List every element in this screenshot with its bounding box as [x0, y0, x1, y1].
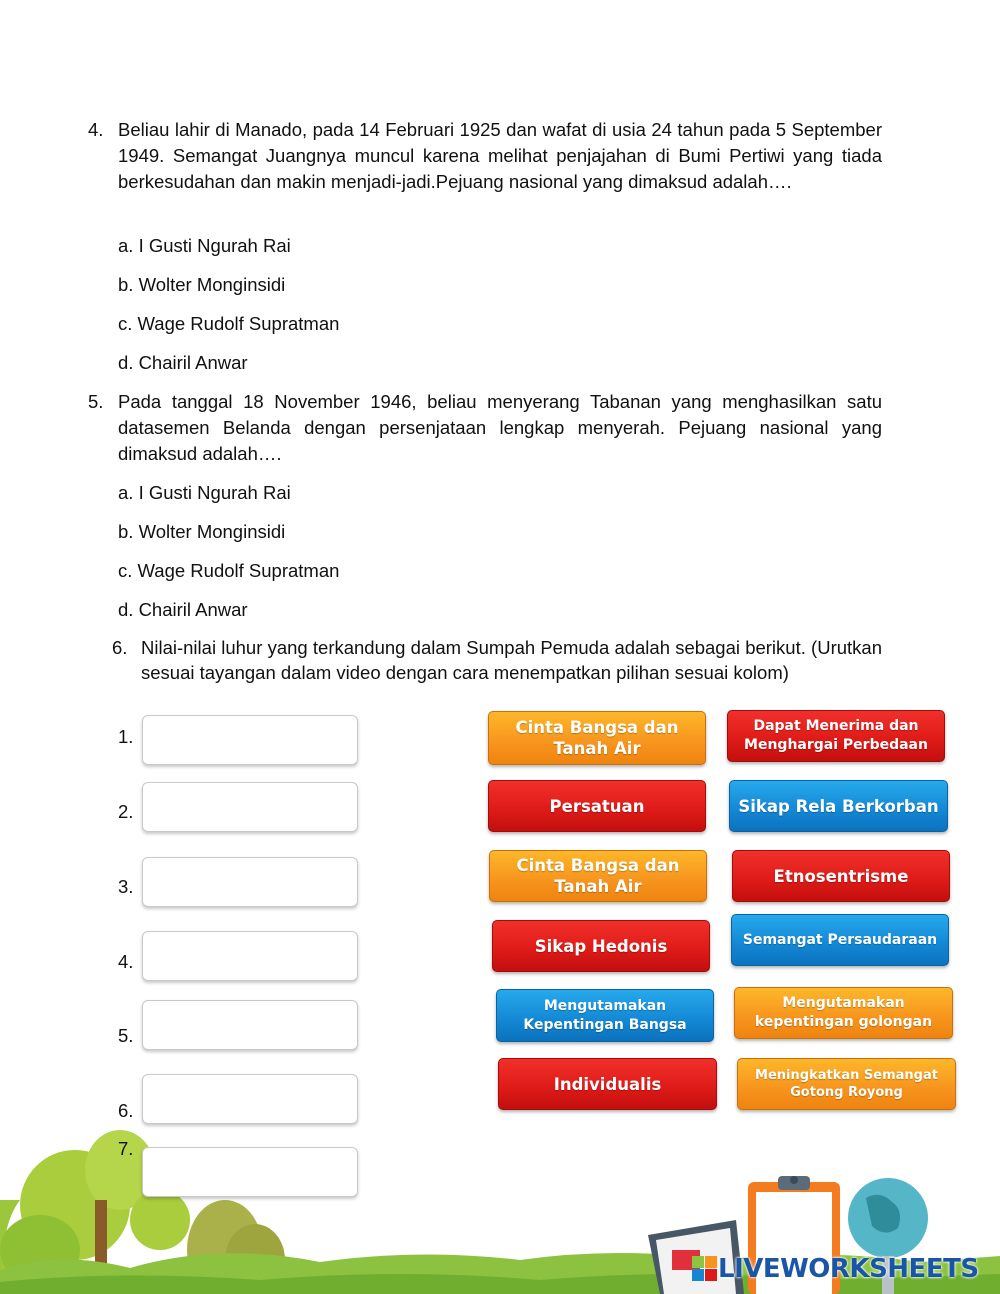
question-number: 5. [88, 391, 104, 412]
question-text: Nilai-nilai luhur yang terkandung dalam Sumpah Pemuda adalah sebagai berikut. (Urutkan sesuai tayangan dalam video dengan cara menempatkan pilihan sesuai kolom) [141, 637, 882, 683]
question-number: 4. [88, 119, 104, 140]
slot-label-7: 7. [118, 1138, 134, 1159]
choice-kepentingan-bangsa[interactable]: Mengutamakan Kepentingan Bangsa [496, 989, 714, 1042]
slot-label-1: 1. [118, 726, 134, 747]
choice-persatuan[interactable]: Persatuan [488, 780, 706, 832]
answer-slot-5[interactable] [142, 1000, 358, 1050]
question-number: 6. [112, 637, 128, 658]
slot-label-6: 6. [118, 1100, 134, 1121]
answer-slot-1[interactable] [142, 715, 358, 765]
choice-semangat-persaudaraan[interactable]: Semangat Persaudaraan [731, 914, 949, 966]
choice-menerima-perbedaan[interactable]: Dapat Menerima dan Menghargai Perbedaan [727, 710, 945, 762]
question-6 [112, 636, 882, 685]
logo-text: LIVEWORKSHEETS [718, 1254, 979, 1284]
option-b: b. Wolter Monginsidi [118, 521, 286, 542]
option-b: b. Wolter Monginsidi [118, 274, 286, 295]
slot-label-2: 2. [118, 801, 134, 822]
answer-slot-7[interactable] [142, 1147, 358, 1197]
slot-label-4: 4. [118, 951, 134, 972]
question-text: Pada tanggal 18 November 1946, beliau menyerang Tabanan yang menghasilkan satu datasemen Belanda dengan persenjataan lengkap menyerah. Pejuang nasional yang dimaksud adalah…. [118, 391, 882, 464]
slot-label-5: 5. [118, 1025, 134, 1046]
answer-slot-3[interactable] [142, 857, 358, 907]
option-c: c. Wage Rudolf Supratman [118, 560, 340, 581]
answer-slot-6[interactable] [142, 1074, 358, 1124]
choice-kepentingan-golongan[interactable]: Mengutamakan kepentingan golongan [734, 987, 953, 1039]
option-c: c. Wage Rudolf Supratman [118, 313, 340, 334]
option-a: a. I Gusti Ngurah Rai [118, 482, 291, 503]
choice-sikap-hedonis[interactable]: Sikap Hedonis [492, 920, 710, 972]
liveworksheets-logo [692, 1254, 979, 1284]
option-a: a. I Gusti Ngurah Rai [118, 235, 291, 256]
choice-individualis[interactable]: Individualis [498, 1058, 717, 1110]
question-5 [88, 389, 882, 467]
choice-cinta-bangsa-1[interactable]: Cinta Bangsa dan Tanah Air [488, 711, 706, 765]
choice-rela-berkorban[interactable]: Sikap Rela Berkorban [729, 780, 948, 832]
choice-gotong-royong[interactable]: Meningkatkan Semangat Gotong Royong [737, 1058, 956, 1110]
answer-slot-4[interactable] [142, 931, 358, 981]
logo-icon [692, 1256, 718, 1282]
option-d: d. Chairil Anwar [118, 599, 248, 620]
choice-etnosentrisme[interactable]: Etnosentrisme [732, 850, 950, 902]
question-4 [88, 117, 882, 195]
option-d: d. Chairil Anwar [118, 352, 248, 373]
answer-slot-2[interactable] [142, 782, 358, 832]
question-text: Beliau lahir di Manado, pada 14 Februari 1925 dan wafat di usia 24 tahun pada 5 September 1949. Semangat Juangnya muncul karena melihat penjajahan di Bumi Pertiwi yang tiada berkesudahan dan makin menjadi-jadi.Pejuang nasional yang dimaksud adalah…. [118, 119, 882, 192]
choice-cinta-bangsa-2[interactable]: Cinta Bangsa dan Tanah Air [489, 850, 707, 902]
slot-label-3: 3. [118, 876, 134, 897]
